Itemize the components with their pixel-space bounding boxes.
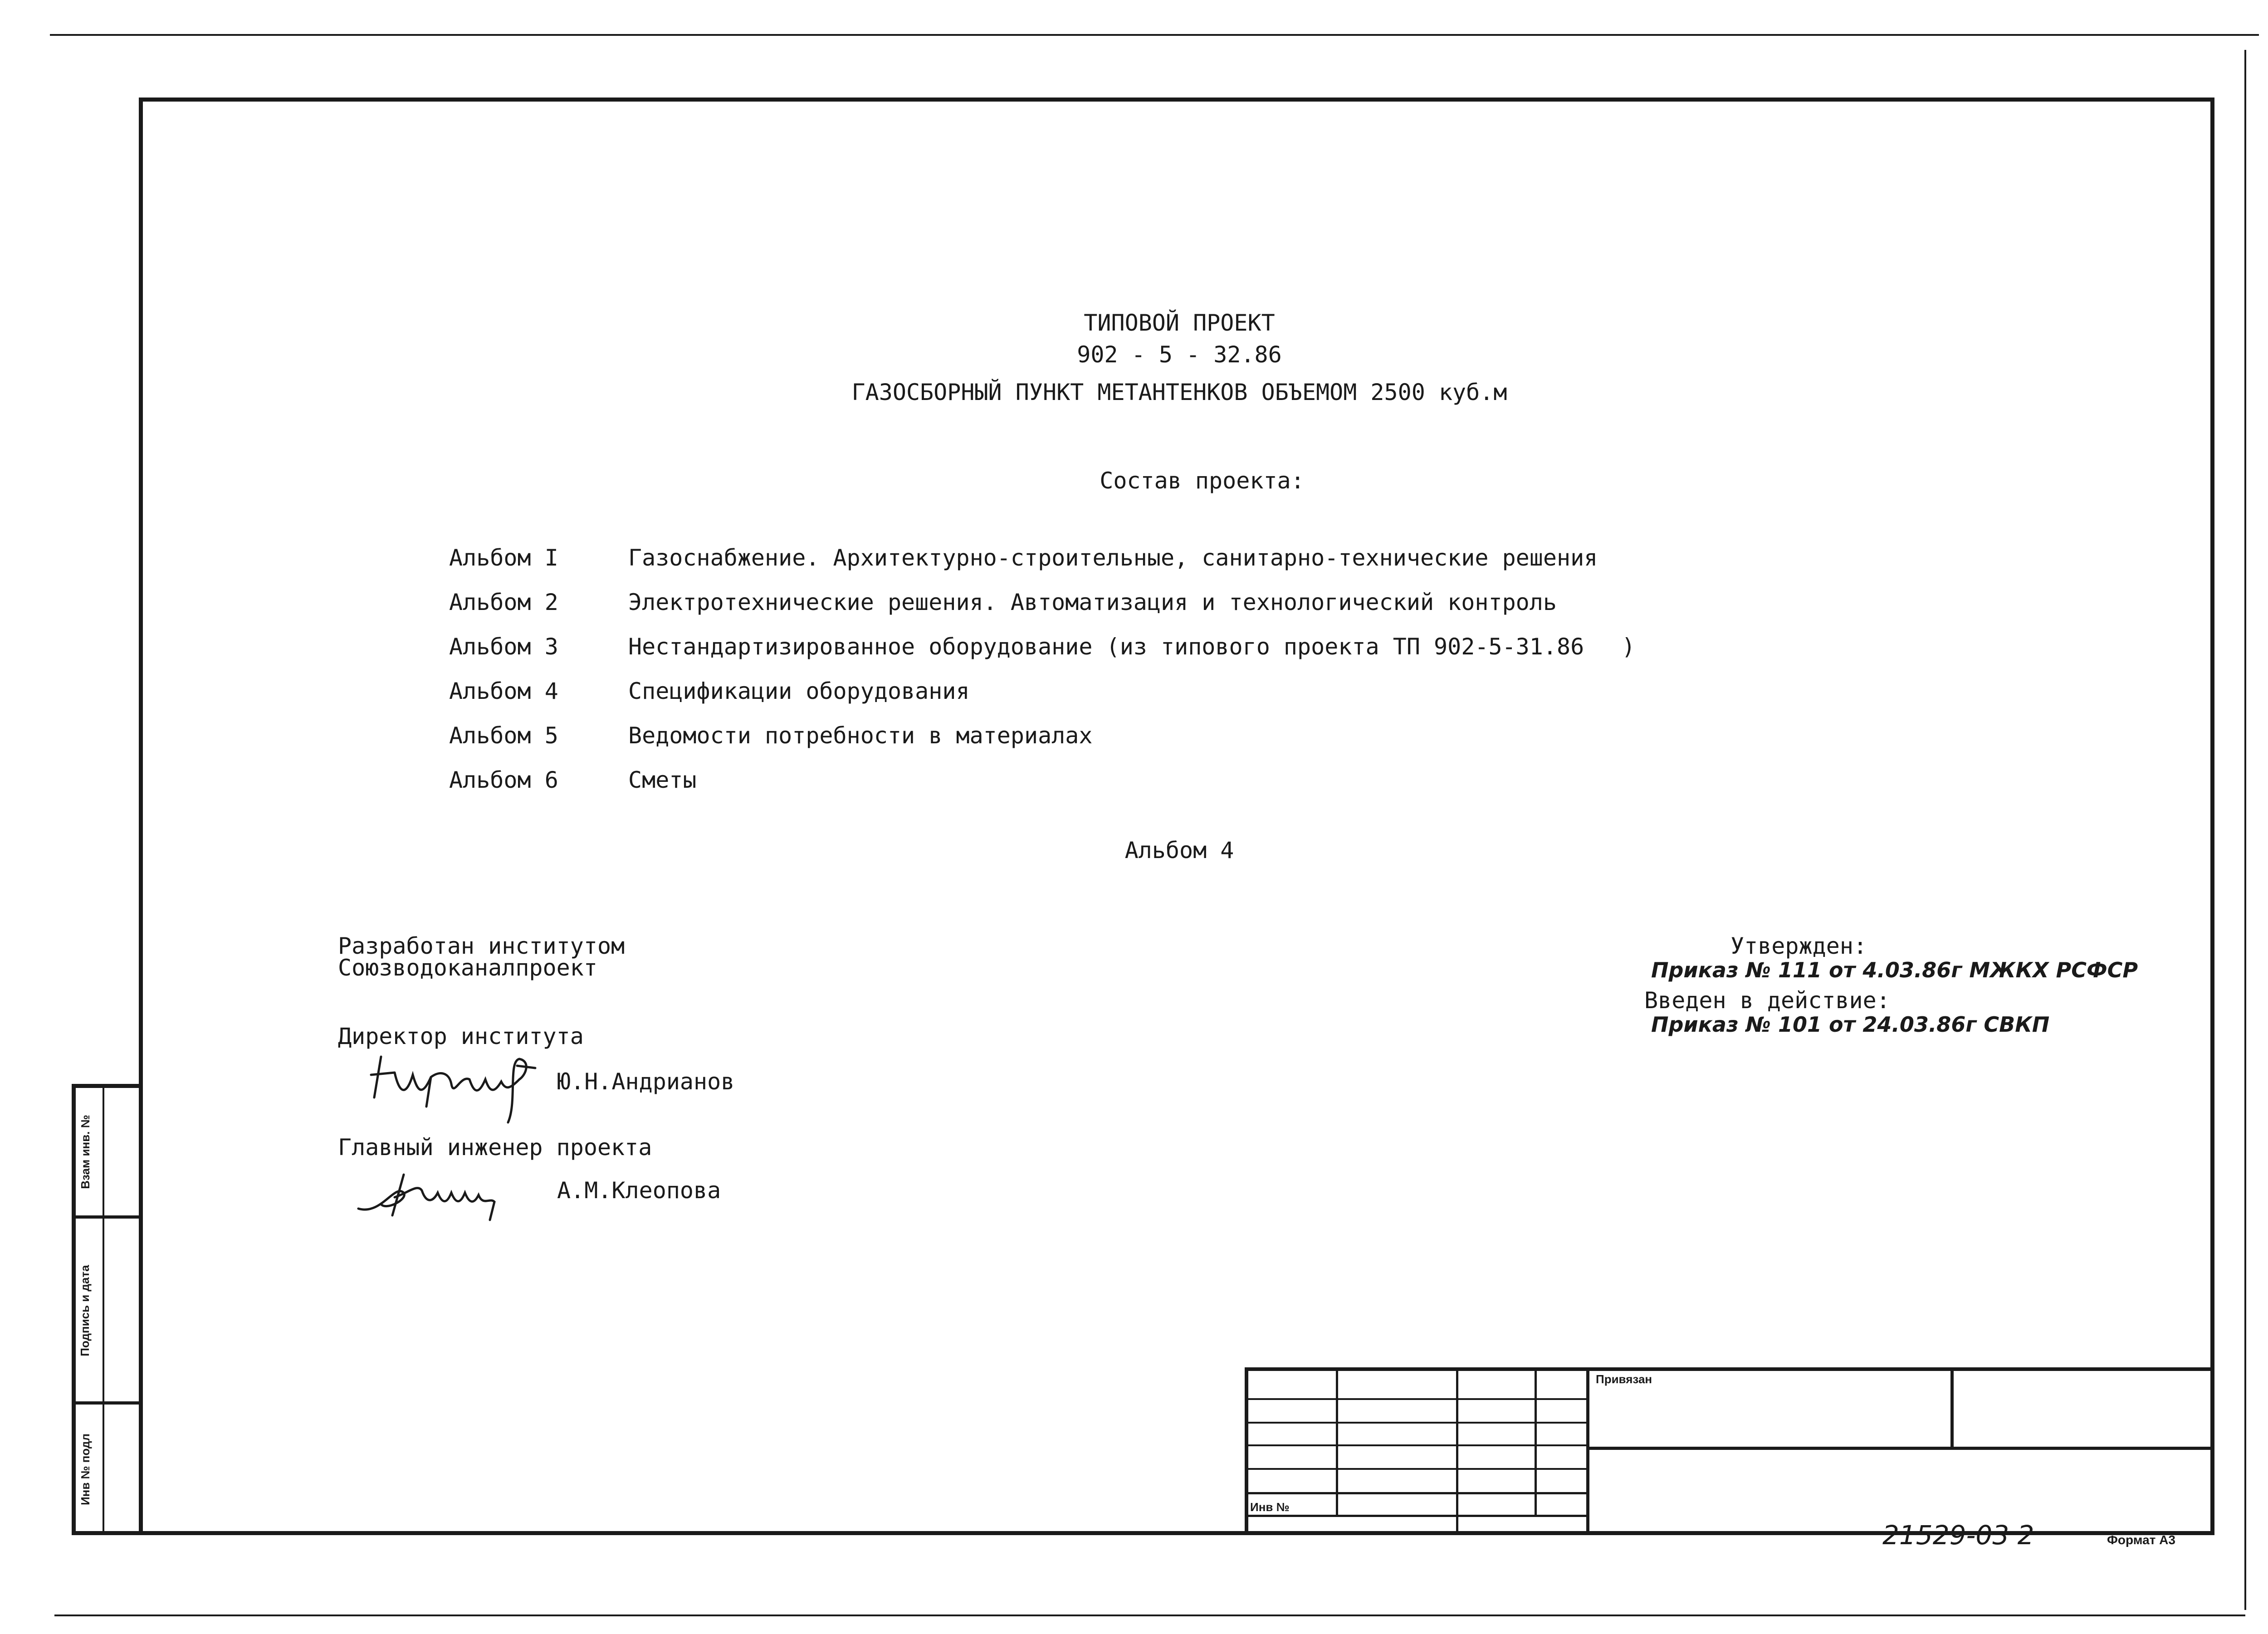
album-description: Сметы [628,767,697,793]
enacted-label: Введен в действие: [1644,987,1890,1014]
album-label: Альбом I [449,545,558,571]
title-block-line [1245,1422,1588,1424]
document-number: 21529-03 2 [1882,1520,2034,1551]
engineer-name: А.М.Клеопова [557,1177,721,1204]
developer-line1: Разработан институтом [338,933,625,959]
title-block [1245,1367,2214,1535]
title-block-line [1456,1367,1458,1535]
album-description: Ведомости потребности в материалах [628,722,1093,749]
album-label: Альбом 3 [449,634,558,660]
title-block-line [1245,1468,1588,1470]
project-type-title: ТИПОВОЙ ПРОЕКТ [1084,310,1275,336]
page-edge-top [50,34,2259,36]
page-edge-right [2244,50,2246,1610]
album-label: Альбом 6 [449,767,558,793]
page-edge-bottom [54,1614,2245,1616]
title-block-line [1586,1367,1589,1535]
side-stamp-row-line [72,1215,140,1219]
approved-order: Приказ № 111 от 4.03.86г МЖКХ РСФСР [1651,958,2138,982]
title-block-line [1245,1515,1588,1517]
side-stamp-cell: Взам инв. № [78,1115,92,1189]
project-number: 902 - 5 - 32.86 [1077,341,1282,368]
director-title: Директор института [338,1023,584,1049]
linked-label: Привязан [1596,1372,1652,1386]
inv-number-label: Инв № [1250,1500,1290,1514]
sheet-format: Формат А3 [2107,1533,2175,1547]
director-name: Ю.Н.Андрианов [557,1068,735,1095]
director-signature [363,1048,553,1129]
project-name: ГАЗОСБОРНЫЙ ПУНКТ МЕТАНТЕНКОВ ОБЪЕМОМ 2500 куб.м [851,379,1507,405]
engineer-title: Главный инженер проекта [338,1134,652,1161]
album-description: Спецификации оборудования [628,678,970,704]
title-block-line [1245,1444,1588,1446]
title-block-line [1950,1367,1954,1449]
side-stamp-cell: Подпись и дата [78,1265,92,1356]
title-block-line [1245,1492,1588,1494]
album-label: Альбом 4 [449,678,558,704]
album-description: Нестандартизированное оборудование (из типового проекта ТП 902-5-31.86 [628,634,1584,660]
enacted-order: Приказ № 101 от 24.03.86г СВКП [1651,1012,2050,1037]
title-block-line [1588,1447,2214,1450]
contents-title: Состав проекта: [1100,468,1305,494]
album-label: Альбом 2 [449,589,558,615]
current-album: Альбом 4 [1124,837,1234,863]
side-stamp-cell: Инв № подл [78,1433,92,1506]
album-description-tail: ) [1622,634,1636,660]
album-description: Электротехнические решения. Автоматизация и технологический контроль [628,589,1557,615]
engineer-signature [354,1166,535,1229]
title-block-line [1245,1398,1588,1400]
album-label: Альбом 5 [449,722,558,749]
developer-line2: Союзводоканалпроект [338,955,597,981]
approved-label: Утвержден: [1730,933,1867,959]
side-stamp-divider [103,1084,104,1535]
album-description: Газоснабжение. Архитектурно-строительные, санитарно-технические решения [628,545,1598,571]
